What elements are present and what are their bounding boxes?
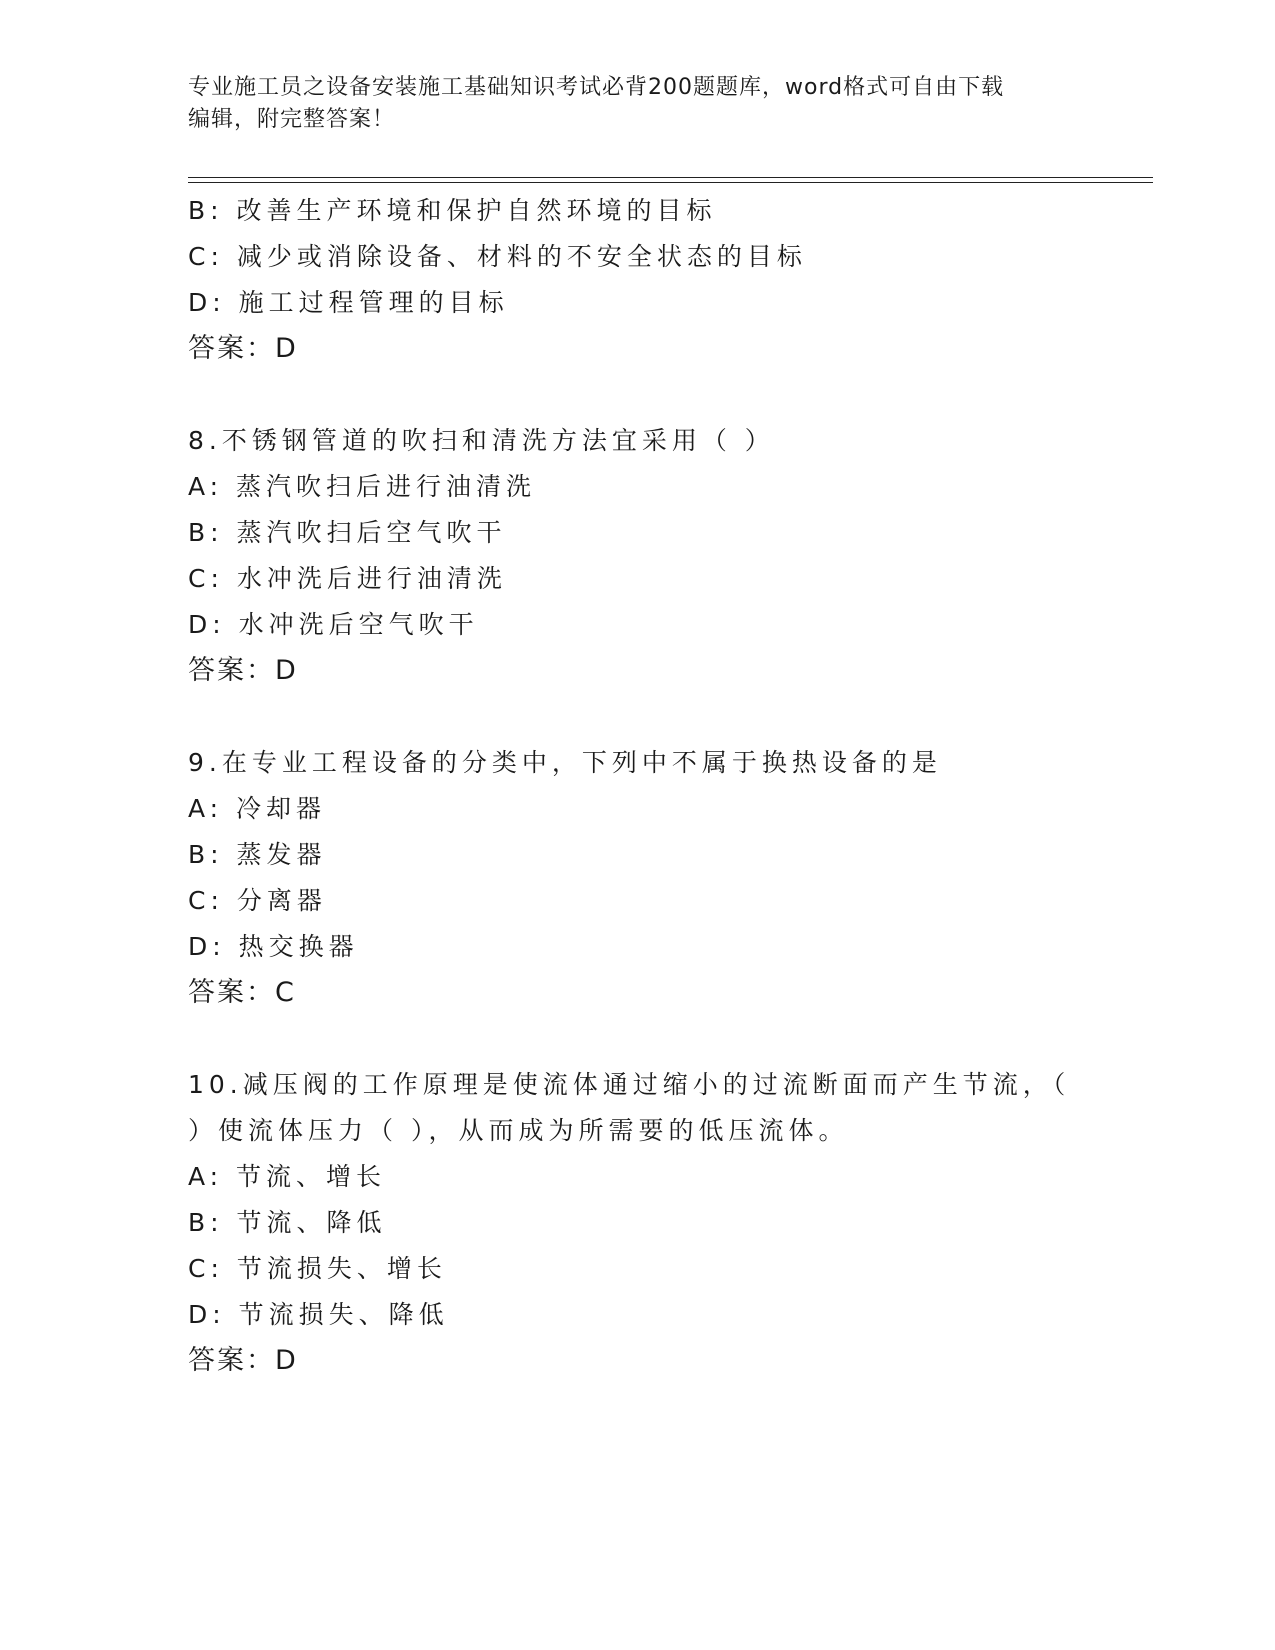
option-d: D: 热交换器 xyxy=(188,932,359,961)
document-header xyxy=(188,72,1068,136)
header-title-line-1: 专业施工员之设备安装施工基础知识考试必背200题题库，word格式可自由下载 xyxy=(188,75,1005,100)
question-10 xyxy=(188,1062,1148,1384)
question-stem: 9.在专业工程设备的分类中，下列中不属于换热设备的是 xyxy=(188,748,942,777)
question-stem-line-2: ）使流体压力（ ），从而成为所需要的低压流体。 xyxy=(188,1116,849,1145)
option-d: D: 节流损失、降低 xyxy=(188,1300,449,1329)
answer-line: 答案：D xyxy=(188,333,298,364)
answer-line: 答案：C xyxy=(188,977,296,1008)
option-b: B: 改善生产环境和保护自然环境的目标 xyxy=(188,196,717,225)
question-9 xyxy=(188,740,1148,1016)
question-8 xyxy=(188,418,1148,694)
header-title-line-2: 编辑，附完整答案！ xyxy=(188,107,396,132)
option-c: C: 节流损失、增长 xyxy=(188,1254,447,1283)
answer-line: 答案：D xyxy=(188,655,298,686)
option-b: B: 节流、降低 xyxy=(188,1208,387,1237)
question-7-continued xyxy=(188,188,1148,372)
option-c: C: 分离器 xyxy=(188,886,327,915)
answer-line: 答案：D xyxy=(188,1345,298,1376)
option-b: B: 蒸汽吹扫后空气吹干 xyxy=(188,518,507,547)
option-c: C: 减少或消除设备、材料的不安全状态的目标 xyxy=(188,242,807,271)
option-a: A: 节流、增长 xyxy=(188,1162,387,1191)
option-b: B: 蒸发器 xyxy=(188,840,327,869)
header-divider-top xyxy=(188,177,1153,178)
option-a: A: 蒸汽吹扫后进行油清洗 xyxy=(188,472,537,501)
question-stem: 8.不锈钢管道的吹扫和清洗方法宜采用（ ） xyxy=(188,426,775,455)
option-d: D: 水冲洗后空气吹干 xyxy=(188,610,479,639)
option-c: C: 水冲洗后进行油清洗 xyxy=(188,564,507,593)
question-stem-line-1: 10.减压阀的工作原理是使流体通过缩小的过流断面而产生节流，（ xyxy=(188,1070,1071,1099)
option-d: D: 施工过程管理的目标 xyxy=(188,288,509,317)
header-divider-bottom xyxy=(188,182,1153,183)
question-list xyxy=(188,188,1148,1384)
option-a: A: 冷却器 xyxy=(188,794,327,823)
